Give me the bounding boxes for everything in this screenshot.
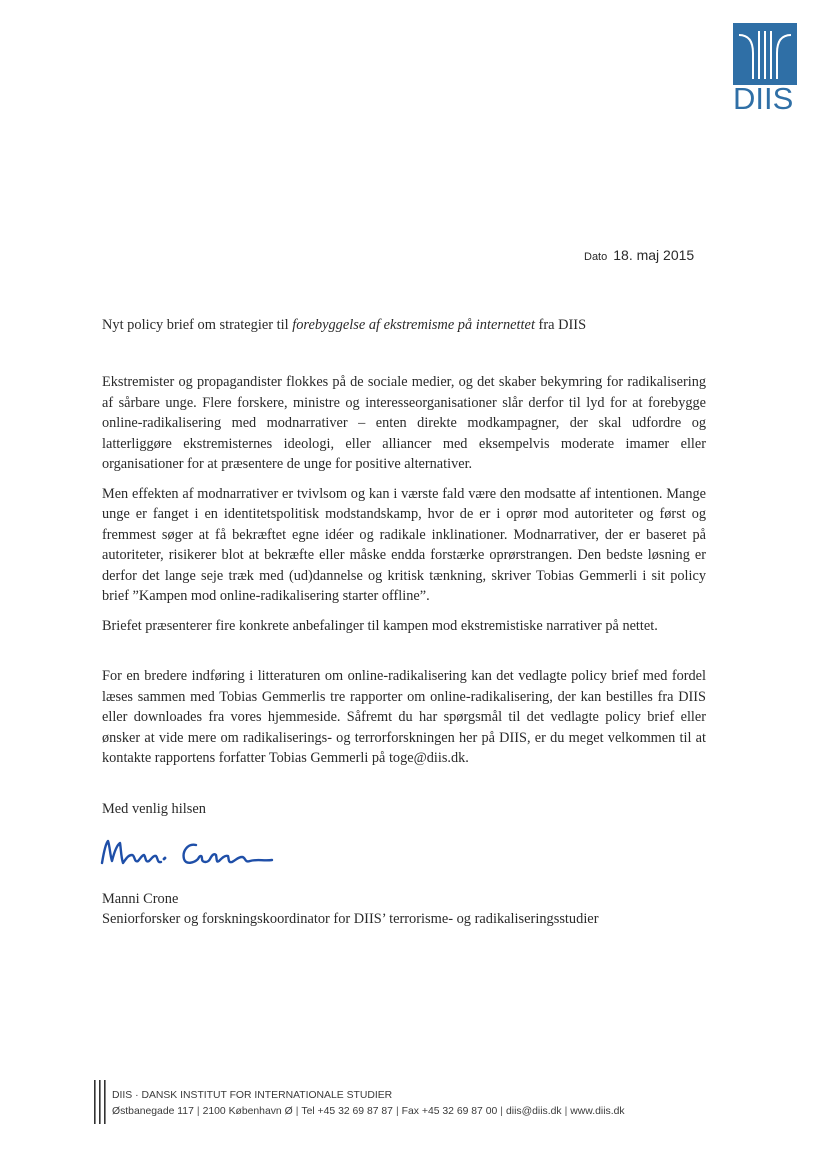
subject-italic: forebyggelse af ekstremisme på internettet	[292, 317, 535, 333]
signer-title: Seniorforsker og forskningskoordinator for DIIS’ terrorisme- og radikaliseringsstudier	[102, 911, 599, 927]
footer-text	[112, 1088, 672, 1120]
footer-address: Østbanegade 117	[112, 1106, 194, 1117]
subject-after: fra DIIS	[534, 317, 587, 333]
subject-before: Nyt policy brief om strategier til	[102, 317, 293, 333]
logo-text: DIIS	[733, 81, 794, 116]
footer-tel: Tel +45 32 69 87 87	[301, 1106, 393, 1117]
diis-logo-mark-icon	[733, 23, 797, 85]
signer-block	[102, 889, 599, 929]
paragraph: Briefet præsenterer fire konkrete anbefalinger til kampen mod ekstremistiske narrativer på nettet.	[102, 617, 658, 634]
paragraph: For en bredere indføring i litteraturen om online-radikalisering kan det vedlagte policy brief med fordel læses sammen med Tobias Gemmerlis tre rapporter om online-radikalisering, der kan bestilles fra DIIS eller downloades fra vores hjemmeside. Såfremt du har spørgsmål til det vedlagte policy brief eller ønsker at vide mere om radikaliserings- og terrorforskningen her på DIIS, er du meget velkommen til at kontakte rapportens forfatter Tobias Gemmerli på toge@diis.dk.	[102, 668, 706, 766]
footer-contact: Østbanegade 117 | 2100 København Ø | Tel +45 32 69 87 87 | Fax +45 32 69 87 00 | diis@diis.dk | www.diis.dk	[112, 1106, 625, 1117]
paragraph: Ekstremister og propagandister flokkes på de sociale medier, og det skaber bekymring for radikalisering af sårbare unge. Flere forskere, ministre og interesseorganisationer slår derfor til lyd for at forebygge online-radikalisering med modnarrativer – enten direkte modkampagner, der skal udfordre og latterliggøre ekstremisternes ideologi, eller alliancer med eksempelvis moderate imamer eller organisationer for at præsentere de unge for positive alternativer.	[102, 374, 706, 472]
footer-email: diis@diis.dk	[506, 1106, 562, 1117]
date-label: Dato	[584, 251, 608, 263]
signer-name: Manni Crone	[102, 891, 179, 907]
subject-line	[102, 317, 722, 334]
handwritten-signature	[98, 833, 278, 873]
footer-city: 2100 København Ø	[202, 1106, 293, 1117]
paragraph: Men effekten af modnarrativer er tvivlsom og kan i værste fald være den modsatte af intentionen. Mange unge er fanget i en identitetspolitisk modstandskamp, hvor de er i oprør mod autoriteter og først og fremmest søger at få bekræftet egne idéer og radikale inklinationer. Modnarrativer, der er baseret på autoriteter, risikerer blot at bekræfte eller måske endda forstærke oprørstrangen. Den bedste løsning er derfor det lange seje træk med (ud)dannelse og kritisk tænkning, skriver Tobias Gemmerli i sit policy brief ”Kampen mod online-radikalisering starter offline”.	[102, 485, 706, 604]
footer-bars-icon	[92, 1080, 108, 1124]
date-line	[584, 247, 694, 263]
letter-body	[102, 372, 706, 778]
diis-logo	[733, 23, 799, 115]
footer-org: DIIS · DANSK INSTITUT FOR INTERNATIONALE STUDIER	[112, 1090, 393, 1101]
closing: Med venlig hilsen	[102, 801, 206, 817]
footer-fax: Fax +45 32 69 87 00	[401, 1106, 498, 1117]
footer-web: www.diis.dk	[570, 1106, 625, 1117]
date-value: 18. maj 2015	[613, 247, 695, 263]
